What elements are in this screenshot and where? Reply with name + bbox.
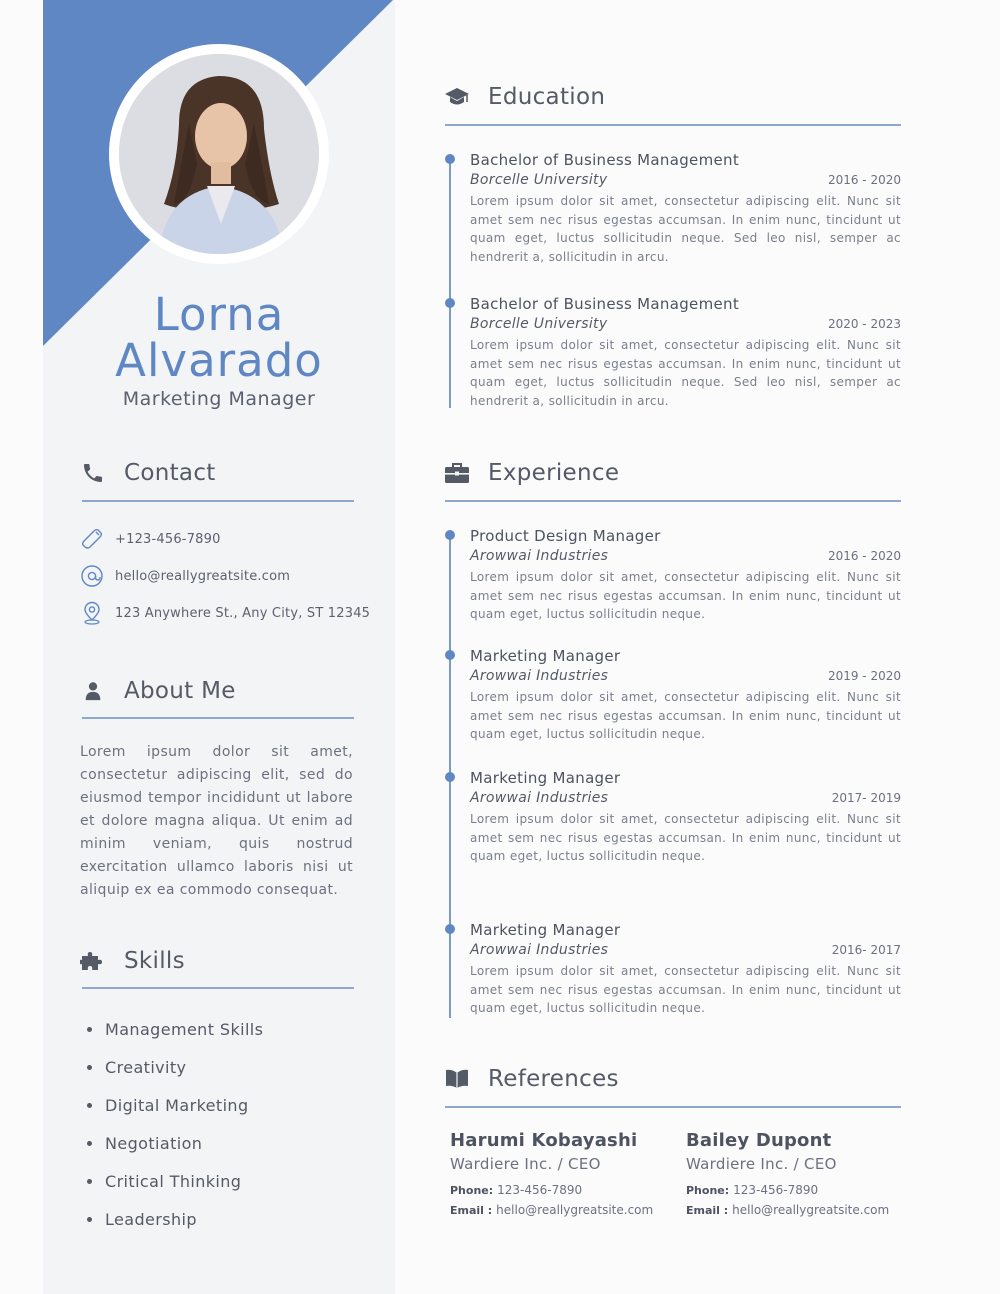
experience-years: 2016- 2017 [831, 942, 901, 957]
phone-icon [80, 460, 106, 486]
education-years: 2020 - 2023 [827, 316, 901, 331]
education-years: 2016 - 2020 [827, 172, 901, 187]
timeline-dot [445, 772, 455, 782]
skills-heading [80, 948, 185, 974]
company-name: Arowwai Industries [470, 941, 609, 958]
experience-entry [470, 921, 901, 1018]
last-name: Alvarado [115, 334, 323, 387]
reference-card [450, 1130, 670, 1217]
skill-item [87, 1048, 263, 1086]
experience-title: Experience [488, 460, 620, 486]
experience-years: 2019 - 2020 [827, 668, 901, 683]
degree-title: Bachelor of Business Management [470, 295, 739, 313]
first-name: Lorna [153, 288, 285, 341]
user-icon [80, 678, 106, 704]
experience-years: 2017- 2019 [831, 790, 901, 805]
reference-phone-line [450, 1183, 670, 1197]
experience-divider [445, 500, 901, 502]
skill-label: Critical Thinking [105, 1171, 242, 1191]
reference-email[interactable]: hello@reallygreatsite.com [496, 1203, 654, 1217]
skills-divider [82, 987, 354, 989]
skill-item [87, 1162, 263, 1200]
contact-address-row [79, 600, 370, 626]
education-entry [470, 151, 901, 266]
education-heading [444, 84, 605, 110]
company-name: Arowwai Industries [470, 547, 609, 564]
briefcase-icon [444, 460, 470, 486]
education-description: Lorem ipsum dolor sit amet, consectetur adipiscing elit. Nunc sit amet sem nec risus egestas accumsan. In enim nunc, tincidunt ut quam eget, luctus sollicitudin neque. Sed leo nisl, semper ac hendrerit a, sollicitudin in arcu. [470, 338, 901, 408]
skill-item [87, 1200, 263, 1238]
contact-email-row [79, 563, 290, 589]
timeline-dot [445, 530, 455, 540]
about-divider [82, 717, 354, 719]
skills-title: Skills [124, 948, 185, 974]
experience-description: Lorem ipsum dolor sit amet, consectetur adipiscing elit. Nunc sit amet sem nec risus egestas accumsan. In enim nunc, tincidunt ut quam eget, luctus sollicitudin neque. [470, 690, 901, 741]
school-name: Borcelle University [470, 315, 608, 332]
experience-description: Lorem ipsum dolor sit amet, consectetur adipiscing elit. Nunc sit amet sem nec risus egestas accumsan. In enim nunc, tincidunt ut quam eget, luctus sollicitudin neque. [470, 570, 901, 621]
at-sign-icon [79, 563, 105, 589]
education-description: Lorem ipsum dolor sit amet, consectetur adipiscing elit. Nunc sit amet sem nec risus egestas accumsan. In enim nunc, tincidunt ut quam eget, luctus sollicitudin neque. Sed leo nisl, semper ac hendrerit a, sollicitudin in arcu. [470, 194, 901, 264]
education-entry [470, 295, 901, 410]
contact-phone-row [79, 526, 221, 552]
position-title: Marketing Manager [470, 647, 621, 665]
degree-title: Bachelor of Business Management [470, 151, 739, 169]
timeline-dot [445, 298, 455, 308]
skill-label: Digital Marketing [105, 1095, 249, 1115]
references-title: References [488, 1066, 619, 1092]
location-pin-icon [79, 600, 105, 626]
reference-name: Bailey Dupont [686, 1130, 832, 1151]
contact-address: 123 Anywhere St., Any City, ST 12345 [115, 605, 371, 621]
skill-label: Creativity [105, 1057, 187, 1077]
experience-entry [470, 527, 901, 624]
about-title: About Me [124, 678, 236, 704]
timeline-dot [445, 154, 455, 164]
experience-description: Lorem ipsum dolor sit amet, consectetur adipiscing elit. Nunc sit amet sem nec risus egestas accumsan. In enim nunc, tincidunt ut quam eget, luctus sollicitudin neque. [470, 964, 901, 1015]
experience-years: 2016 - 2020 [827, 548, 901, 563]
reference-company: Wardiere Inc. / CEO [450, 1155, 601, 1173]
reference-email-line [450, 1203, 670, 1217]
sidebar [43, 0, 395, 1294]
email-label: Email : [686, 1204, 729, 1217]
contact-phone[interactable]: +123-456-7890 [115, 531, 221, 547]
phone-label: Phone: [450, 1184, 494, 1197]
education-timeline [449, 158, 451, 408]
reference-card [686, 1130, 906, 1217]
phone-label: Phone: [686, 1184, 730, 1197]
reference-phone[interactable]: 123-456-7890 [497, 1183, 583, 1197]
open-book-icon [444, 1066, 470, 1092]
email-label: Email : [450, 1204, 493, 1217]
graduation-cap-icon [444, 84, 470, 110]
experience-heading [444, 460, 619, 486]
job-title: Marketing Manager [122, 388, 316, 410]
reference-name: Harumi Kobayashi [450, 1130, 638, 1151]
reference-email-line [686, 1203, 906, 1217]
skills-list [87, 1010, 263, 1238]
references-heading [444, 1066, 619, 1092]
company-name: Arowwai Industries [470, 667, 609, 684]
about-heading [80, 678, 236, 704]
position-title: Marketing Manager [470, 921, 621, 939]
position-title: Product Design Manager [470, 527, 661, 545]
experience-description: Lorem ipsum dolor sit amet, consectetur adipiscing elit. Nunc sit amet sem nec risus egestas accumsan. In enim nunc, tincidunt ut quam eget, luctus sollicitudin neque. [470, 812, 901, 863]
phone-outline-icon [79, 526, 105, 552]
reference-phone-line [686, 1183, 906, 1197]
contact-heading [80, 460, 216, 486]
reference-company: Wardiere Inc. / CEO [686, 1155, 837, 1173]
skill-item [87, 1010, 263, 1048]
contact-divider [82, 500, 354, 502]
education-divider [445, 124, 901, 126]
puzzle-icon [80, 948, 106, 974]
reference-email[interactable]: hello@reallygreatsite.com [732, 1203, 890, 1217]
reference-phone[interactable]: 123-456-7890 [733, 1183, 819, 1197]
experience-entry [470, 647, 901, 744]
skill-label: Leadership [105, 1209, 197, 1229]
skill-item [87, 1086, 263, 1124]
contact-email[interactable]: hello@reallygreatsite.com [115, 568, 291, 584]
contact-title: Contact [124, 460, 216, 486]
about-text: Lorem ipsum dolor sit amet, consectetur adipiscing elit, sed do eiusmod tempor incididunt ut labore et dolore magna aliqua. Ut enim ad minim veniam, quis nostrud exercitation ullamco laboris nisi ut aliquip ex ea commodo consequat. [80, 744, 353, 898]
position-title: Marketing Manager [470, 769, 621, 787]
timeline-dot [445, 650, 455, 660]
school-name: Borcelle University [470, 171, 608, 188]
skill-label: Management Skills [105, 1019, 264, 1039]
portrait-photo [119, 54, 319, 254]
references-divider [445, 1106, 901, 1108]
company-name: Arowwai Industries [470, 789, 609, 806]
timeline-dot [445, 924, 455, 934]
skill-item [87, 1124, 263, 1162]
experience-entry [470, 769, 901, 866]
education-title: Education [488, 84, 606, 110]
skill-label: Negotiation [105, 1133, 203, 1153]
